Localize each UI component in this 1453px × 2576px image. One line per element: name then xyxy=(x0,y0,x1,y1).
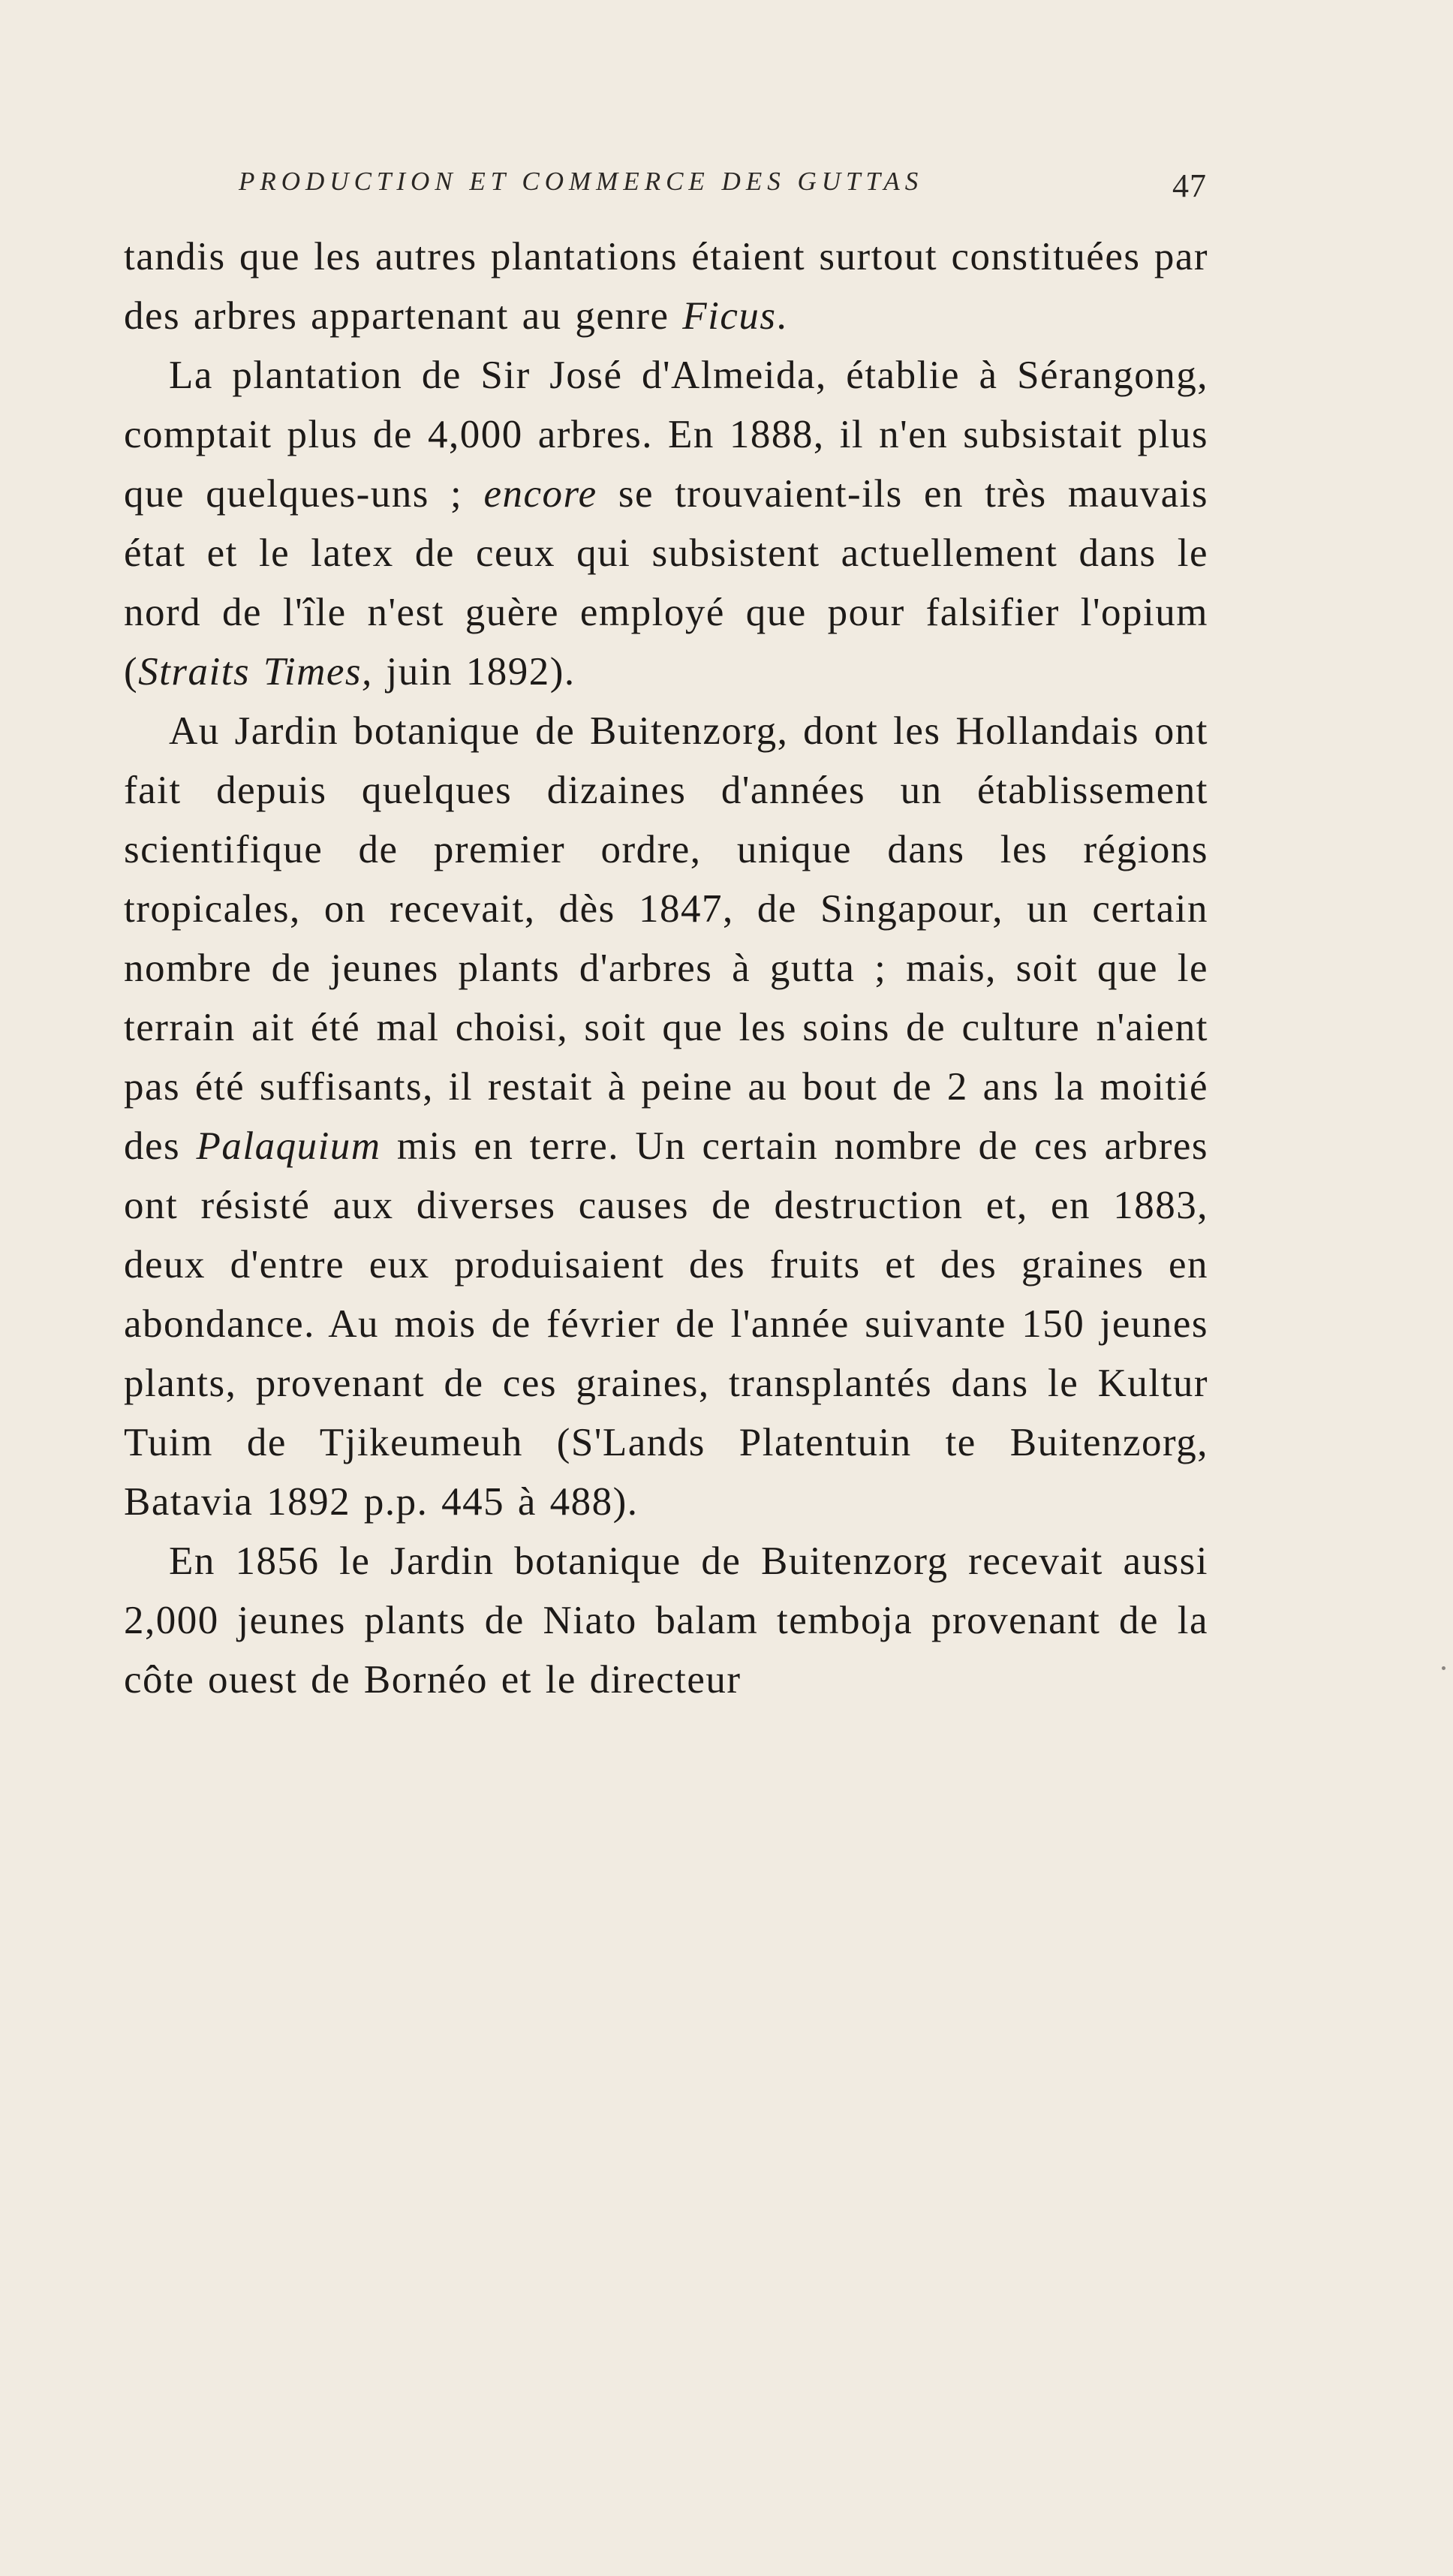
page-number: 47 xyxy=(1172,167,1207,204)
paragraph-2 xyxy=(124,346,1208,702)
text-run: se trouvaient-ils en très mauvais état et le latex de ceux qui subsistent actuellement dans le nord de l'île n'est guère employé que pour falsifier l'opium ( xyxy=(124,472,1208,694)
body-text xyxy=(124,227,1208,1710)
italic-term: encore xyxy=(483,472,597,516)
paragraph-4 xyxy=(124,1532,1208,1710)
text-run: En 1856 le Jardin botanique de Buitenzorg recevait aussi 2,000 jeunes plants de Niato balam temboja provenant de la côte ouest de Bornéo et le directeur xyxy=(124,1539,1208,1702)
running-head xyxy=(239,167,1207,212)
running-title: PRODUCTION ET COMMERCE DES GUTTAS xyxy=(239,167,924,196)
margin-speck xyxy=(1442,1666,1445,1670)
text-run: tandis que les autres plantations étaient surtout constituées par des arbres appartenant au genre xyxy=(124,235,1208,338)
text-run: mis en terre. Un certain nombre de ces arbres ont résisté aux diverses causes de destruction et, en 1883, deux d'entre eux produisaient des fruits et des graines en abondance. Au mois de février de l'année suivante 150 jeunes plants, provenant de ces graines, transplantés dans le Kultur Tuim de Tjikeumeuh (S'Lands Platentuin te Buitenzorg, Batavia 1892 p.p. 445 à 488). xyxy=(124,1124,1208,1524)
text-run: Au Jardin botanique de Buitenzorg, dont les Hollandais ont fait depuis quelques dizaines d'années un établissement scientifique de premier ordre, unique dans les régions tropicales, on recevait, dès 1847, de Singapour, un certain nombre de jeunes plants d'arbres à gutta ; mais, soit que le terrain ait été mal choisi, soit que les soins de culture n'aient pas été suffisants, il restait à peine au bout de 2 ans la moitié des xyxy=(124,709,1208,1168)
paragraph-3 xyxy=(124,702,1208,1532)
italic-term: Palaquium xyxy=(196,1124,381,1168)
italic-citation: Straits Times, xyxy=(138,650,373,694)
italic-term: Ficus xyxy=(682,294,777,338)
text-run: La plantation de Sir José d'Almeida, établie à Sérangong, comptait plus de 4,000 arbres. En 1888, il n'en subsistait plus que quelques-uns ; xyxy=(124,354,1208,516)
text-run: juin 1892). xyxy=(372,650,576,694)
text-run: . xyxy=(776,294,788,338)
paragraph-1 xyxy=(124,227,1208,346)
